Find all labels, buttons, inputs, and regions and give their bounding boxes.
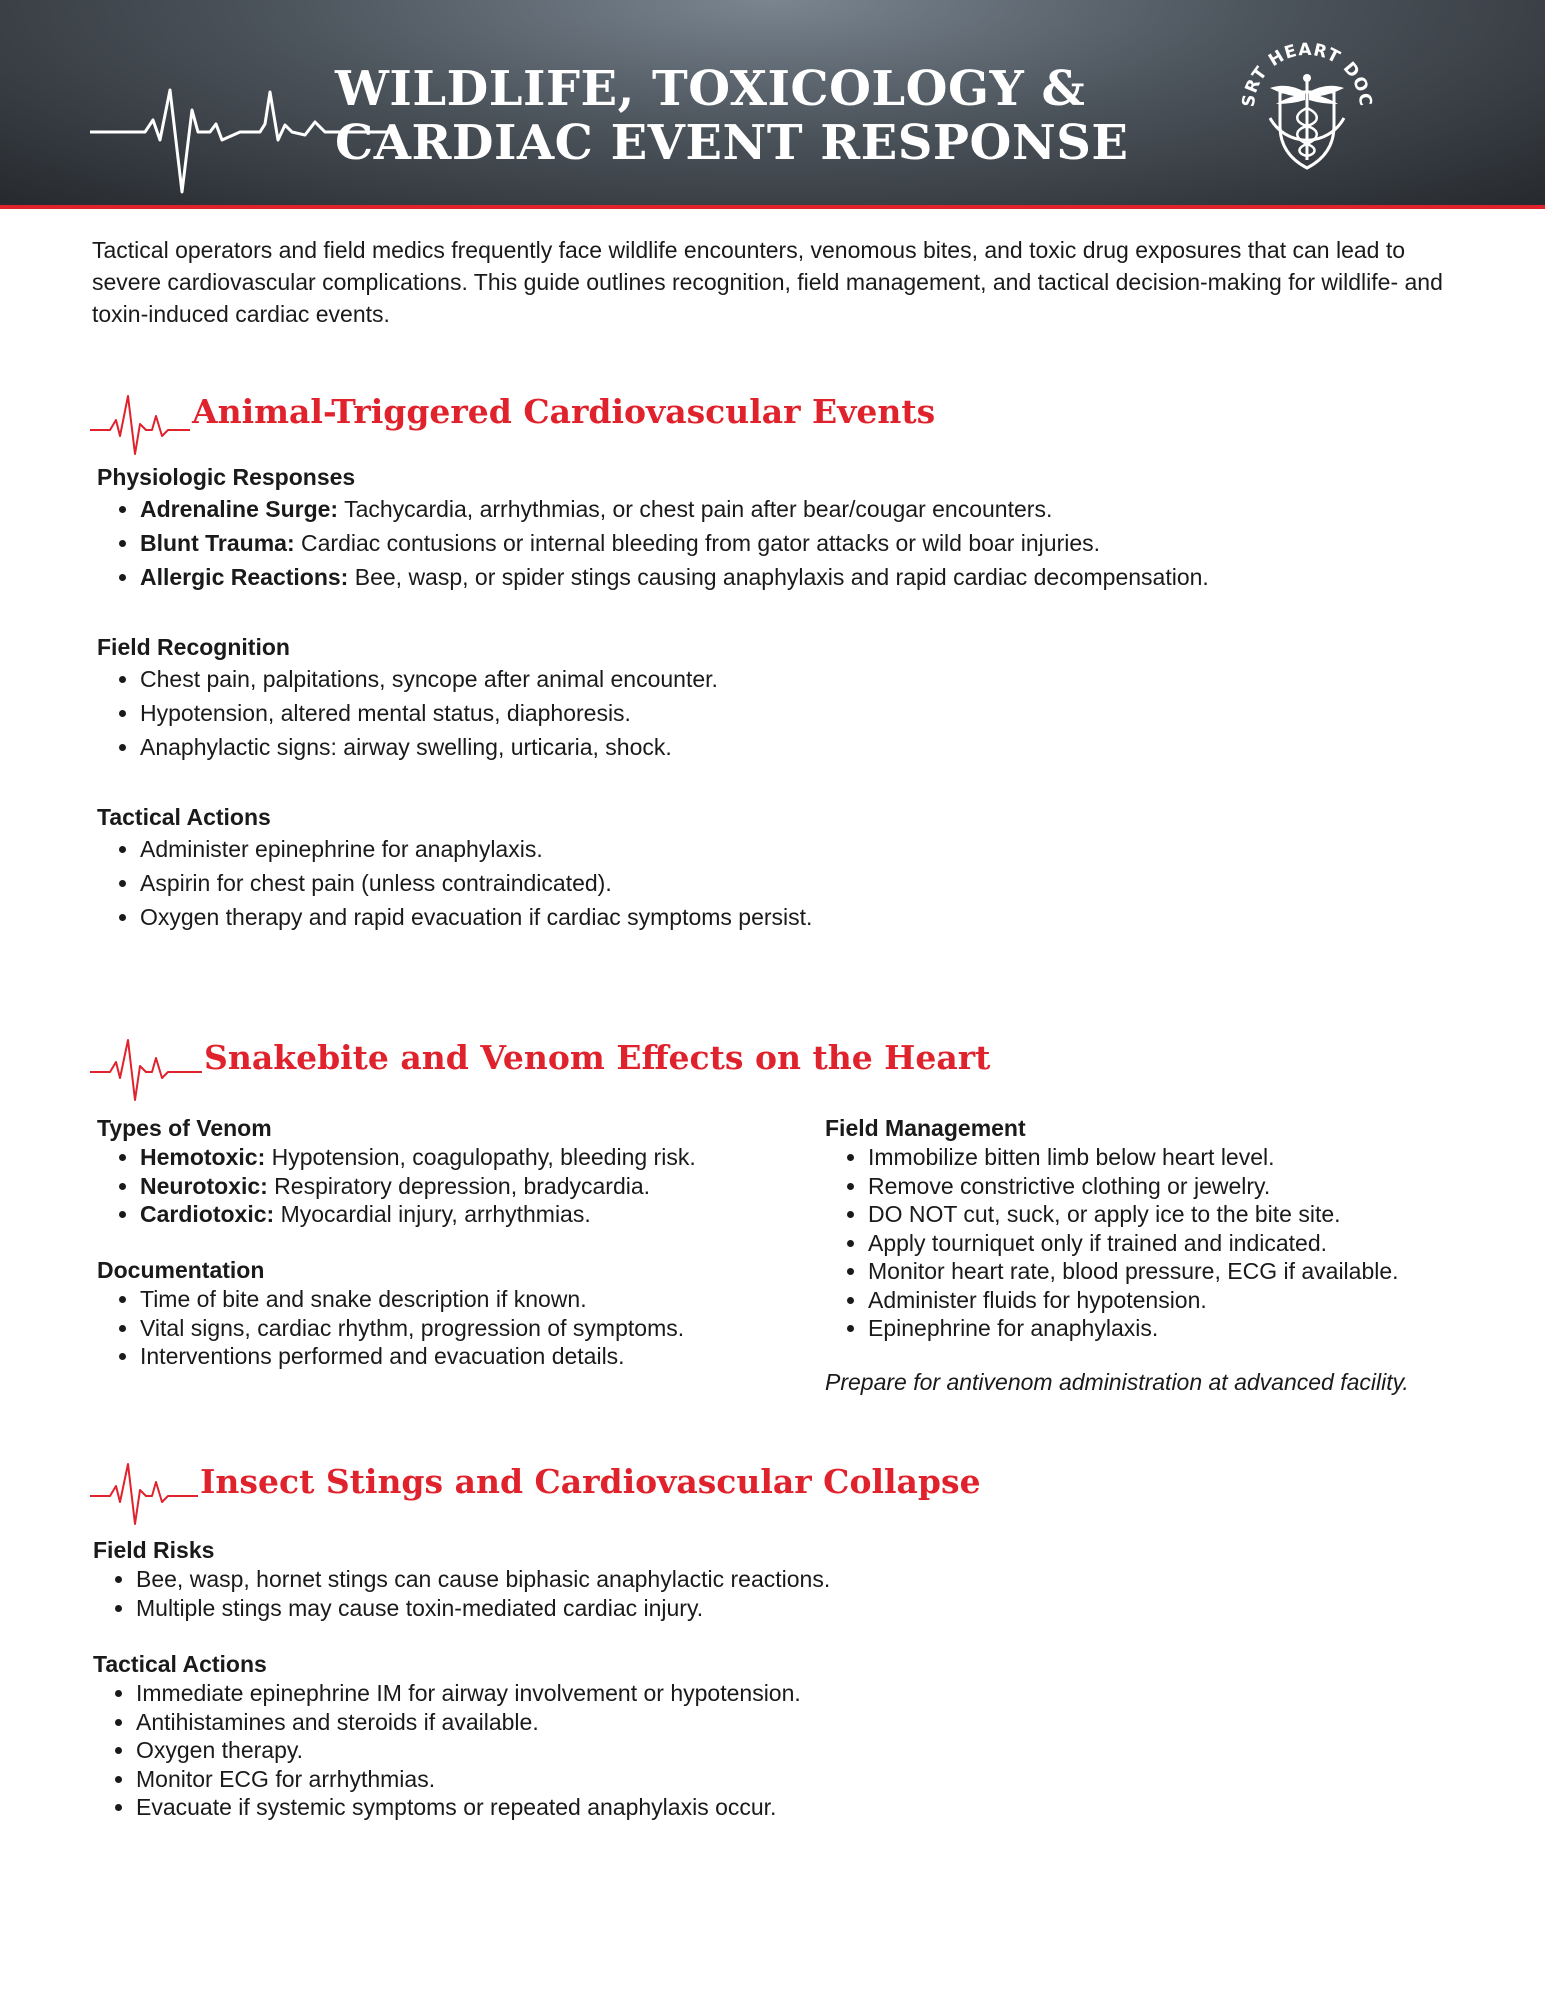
section-title: Animal-Triggered Cardiovascular Events	[192, 392, 936, 431]
section-header-snakebite	[90, 1032, 1090, 1092]
list-item: • Neurotoxic: Respiratory depression, bradycardia.	[140, 1172, 797, 1201]
list-item: • Monitor heart rate, blood pressure, ECG if available.	[868, 1257, 1525, 1286]
page-title	[335, 62, 1128, 170]
list-item: • DO NOT cut, suck, or apply ice to the bite site.	[868, 1200, 1525, 1229]
tactical-actions-block	[97, 802, 1477, 934]
intro-paragraph: Tactical operators and field medics frequently face wildlife encounters, venomous bites, and toxic drug exposures that can lead to severe cardiovascular complications. This guide outlines recognition, field management, and tactical decision-making for wildlife- and toxin-induced cardiac events.	[92, 237, 1443, 327]
block-heading: Tactical Actions	[97, 804, 271, 830]
bullet-list	[97, 1285, 797, 1371]
section-title: Insect Stings and Cardiovascular Collapse	[200, 1462, 981, 1501]
title-line-2: CARDIAC EVENT RESPONSE	[335, 115, 1129, 171]
title-line-1: WILDLIFE, TOXICOLOGY &	[335, 61, 1086, 117]
list-item: • Immediate epinephrine IM for airway involvement or hypotension.	[136, 1679, 1393, 1708]
list-item: • Hemotoxic: Hypotension, coagulopathy, bleeding risk.	[140, 1143, 797, 1172]
list-item: • Interventions performed and evacuation details.	[140, 1342, 797, 1371]
list-item: • Aspirin for chest pain (unless contraindicated).	[140, 866, 1477, 900]
block-heading: Physiologic Responses	[97, 464, 356, 490]
ecg-line-icon	[90, 1032, 210, 1102]
ecg-line-icon	[90, 1456, 205, 1526]
block-heading: Field Risks	[93, 1537, 215, 1563]
bullet-list	[93, 1679, 1393, 1822]
bullet-list	[97, 492, 1477, 594]
block-heading: Tactical Actions	[93, 1651, 267, 1677]
field-recognition-block	[97, 632, 1477, 764]
section-title: Snakebite and Venom Effects on the Heart	[204, 1038, 991, 1077]
list-item: • Blunt Trauma: Cardiac contusions or internal bleeding from gator attacks or wild boar injuries.	[140, 526, 1477, 560]
block-heading: Types of Venom	[97, 1115, 272, 1141]
bullet-list	[97, 832, 1477, 934]
list-item: • Administer fluids for hypotension.	[868, 1286, 1525, 1315]
list-item: • Cardiotoxic: Myocardial injury, arrhythmias.	[140, 1200, 797, 1229]
list-item: • Hypotension, altered mental status, diaphoresis.	[140, 696, 1477, 730]
list-item: • Oxygen therapy and rapid evacuation if cardiac symptoms persist.	[140, 900, 1477, 934]
list-item: • Chest pain, palpitations, syncope after animal encounter.	[140, 662, 1477, 696]
bullet-list	[97, 1143, 797, 1229]
caduceus-shield-icon	[1232, 30, 1382, 180]
list-item: • Bee, wasp, hornet stings can cause biphasic anaphylactic reactions.	[136, 1565, 1393, 1594]
section-header-insect	[90, 1456, 1090, 1516]
block-heading: Documentation	[97, 1257, 265, 1283]
list-item: • Administer epinephrine for anaphylaxis.	[140, 832, 1477, 866]
types-of-venom-block	[97, 1113, 797, 1229]
list-item: • Anaphylactic signs: airway swelling, urticaria, shock.	[140, 730, 1477, 764]
ecg-line-icon	[90, 386, 200, 456]
list-item: • Oxygen therapy.	[136, 1736, 1393, 1765]
antivenom-note: Prepare for antivenom administration at advanced facility.	[825, 1369, 1409, 1395]
logo-text: SRT HEART DOC	[1238, 39, 1376, 109]
list-item: • Antihistamines and steroids if available.	[136, 1708, 1393, 1737]
list-item: • Remove constrictive clothing or jewelry.	[868, 1172, 1525, 1201]
list-item: • Adrenaline Surge: Tachycardia, arrhythmias, or chest pain after bear/cougar encounters.	[140, 492, 1477, 526]
bullet-list	[93, 1565, 1393, 1622]
list-item: • Multiple stings may cause toxin-mediated cardiac injury.	[136, 1594, 1393, 1623]
section-header-animal	[90, 386, 1090, 446]
list-item: • Allergic Reactions: Bee, wasp, or spider stings causing anaphylaxis and rapid cardiac decompensation.	[140, 560, 1477, 594]
insect-tactical-actions-block	[93, 1649, 1393, 1822]
block-heading: Field Management	[825, 1115, 1026, 1141]
list-item: • Time of bite and snake description if known.	[140, 1285, 797, 1314]
physiologic-responses-block	[97, 462, 1477, 594]
list-item: • Evacuate if systemic symptoms or repeated anaphylaxis occur.	[136, 1793, 1393, 1822]
bullet-list	[97, 662, 1477, 764]
documentation-block	[97, 1255, 797, 1371]
list-item: • Vital signs, cardiac rhythm, progression of symptoms.	[140, 1314, 797, 1343]
list-item: • Apply tourniquet only if trained and indicated.	[868, 1229, 1525, 1258]
field-risks-block	[93, 1535, 1393, 1622]
block-heading: Field Recognition	[97, 634, 290, 660]
list-item: • Immobilize bitten limb below heart level.	[868, 1143, 1525, 1172]
bullet-list	[825, 1143, 1525, 1343]
field-management-block	[825, 1113, 1525, 1343]
list-item: • Epinephrine for anaphylaxis.	[868, 1314, 1525, 1343]
page-header	[0, 0, 1545, 209]
list-item: • Monitor ECG for arrhythmias.	[136, 1765, 1393, 1794]
